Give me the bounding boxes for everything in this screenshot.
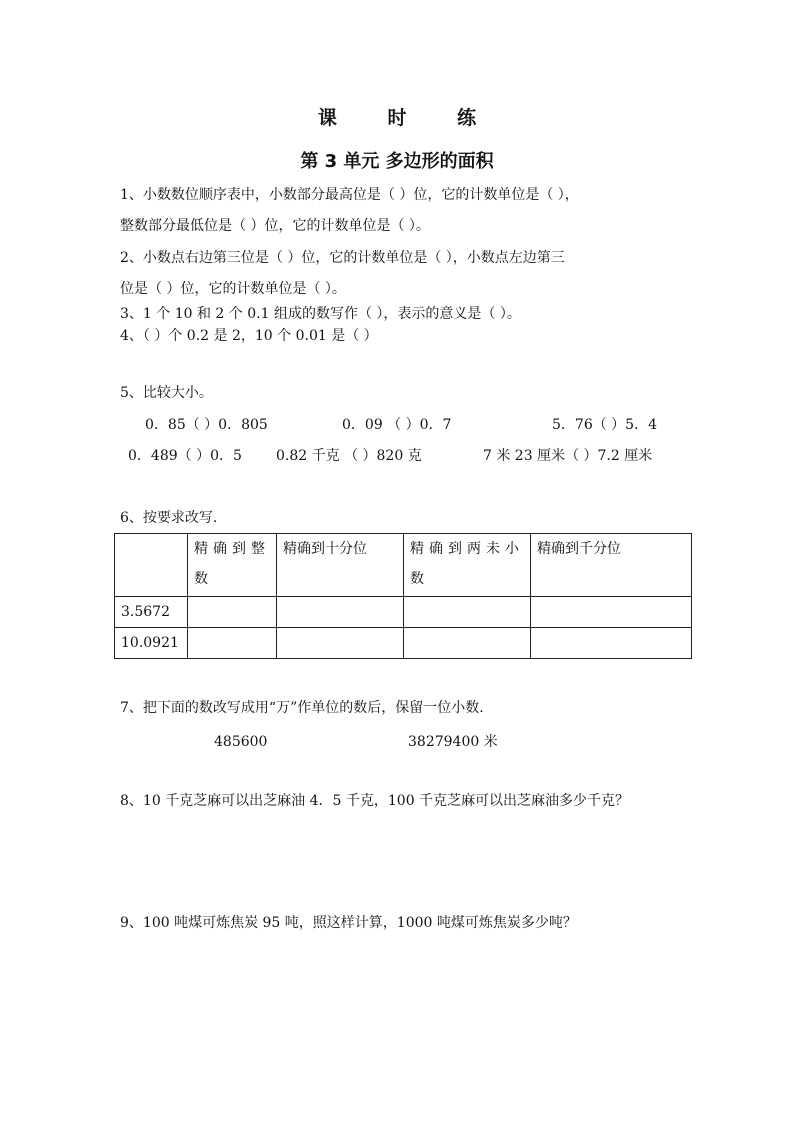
question-7-label: 7、把下面的数改写成用“万”作单位的数后，保留一位小数. [120,700,484,716]
compare-item: 0．09 （ ）0．7 [342,417,452,433]
answer-cell[interactable] [404,597,531,628]
unit-subtitle: 第 3 单元 多边形的面积 [300,151,494,172]
answer-cell[interactable] [188,597,277,628]
question-4: 4、（ ）个 0.2 是 2，10 个 0.01 是（ ） [120,328,378,344]
worksheet-title: 课 时 练 [317,107,499,129]
answer-cell[interactable] [188,628,277,659]
answer-cell[interactable] [277,628,404,659]
question-8: 8、10 千克芝麻可以出芝麻油 4．5 千克，100 千克芝麻可以出芝麻油多少千克？ [120,793,630,809]
answer-cell[interactable] [531,597,692,628]
table-header-cell [115,534,188,597]
question-5-label: 5、比较大小。 [120,385,213,401]
answer-cell[interactable] [404,628,531,659]
table-row [115,597,692,628]
question-7-number-1: 485600 [214,734,268,750]
question-6-label: 6、按要求改写. [120,510,218,526]
rounding-table [114,533,692,659]
question-1-line-1: 1、小数数位顺序表中，小数部分最高位是（ ）位，它的计数单位是（ ）， [120,187,579,203]
table-header-cell: 精确到十分位 [277,534,404,597]
table-row [115,628,692,659]
compare-item: 0．85（ ）0．805 [145,417,268,433]
question-2-line-1: 2、小数点右边第三位是（ ）位，它的计数单位是（ ），小数点左边第三 [120,250,565,266]
compare-item: 0.82 千克 （ ）820 克 [276,448,422,464]
compare-item: 0．489（ ）0．5 [128,448,242,464]
table-row-label: 10.0921 [115,628,188,659]
compare-item: 5．76（ ）5．4 [552,417,657,433]
question-1-line-2: 整数部分最低位是（ ）位，它的计数单位是（ ）。 [120,218,430,234]
question-9: 9、100 吨煤可炼焦炭 95 吨，照这样计算，1000 吨煤可炼焦炭多少吨？ [120,915,577,931]
question-2-line-2: 位是（ ）位，它的计数单位是（ ）。 [120,281,346,297]
table-header-row [115,534,692,597]
question-3: 3、1 个 10 和 2 个 0.1 组成的数写作（ ），表示的意义是（ ）。 [120,306,521,322]
table-header-cell: 精确到千分位 [531,534,692,597]
question-7-number-2: 38279400 米 [408,734,498,750]
compare-item: 7 米 23 厘米（ ）7.2 厘米 [483,448,653,464]
table-header-cell: 精确到两未小数 [404,534,531,597]
answer-cell[interactable] [277,597,404,628]
table-header-cell: 精确到整数 [188,534,277,597]
answer-cell[interactable] [531,628,692,659]
table-row-label: 3.5672 [115,597,188,628]
